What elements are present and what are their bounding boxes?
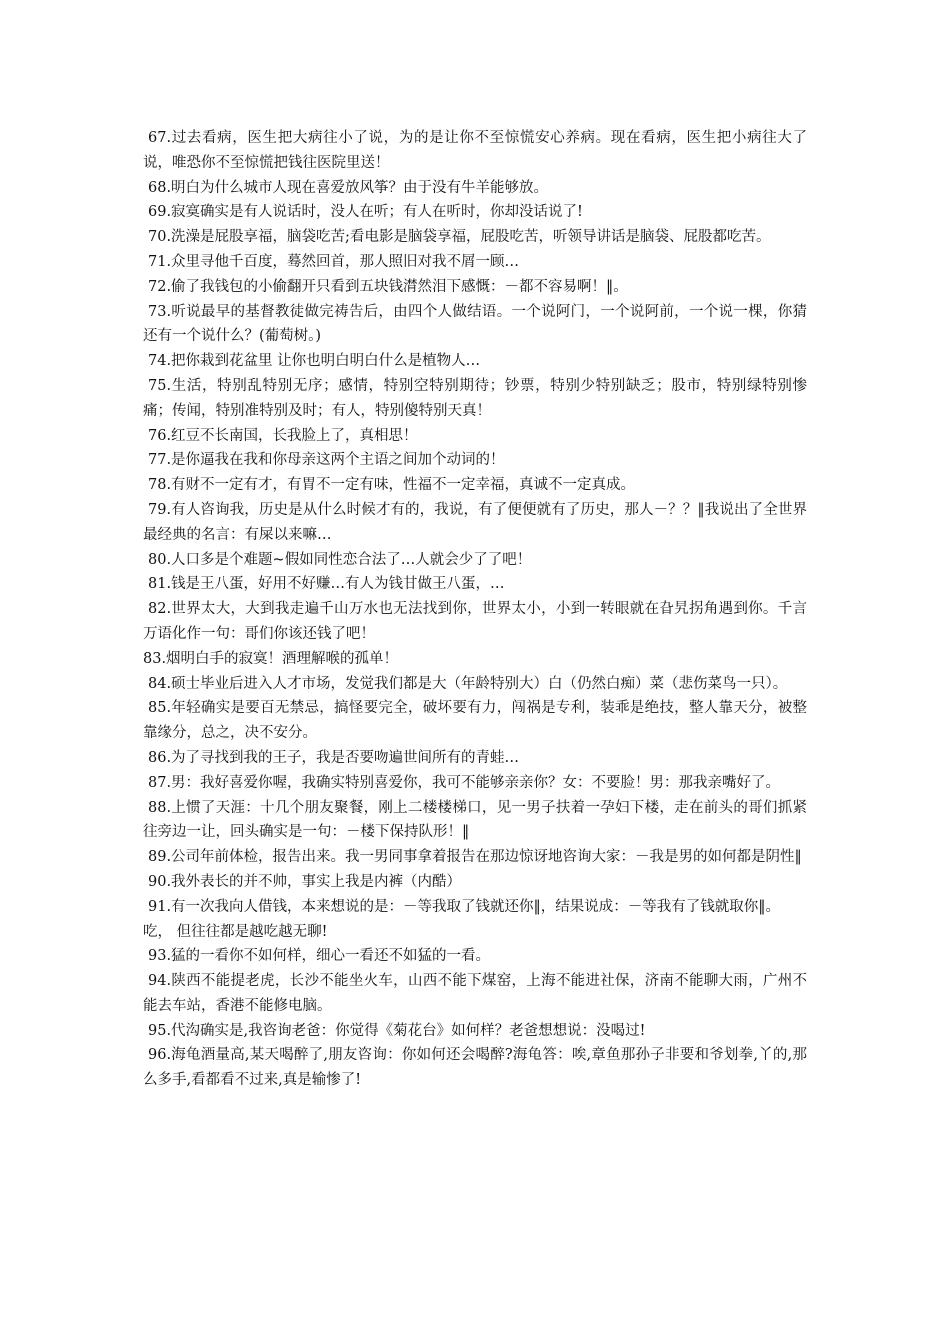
paragraph: 84.硕士毕业后进入人才市场，发觉我们都是大（年龄特别大）白（仍然白痴）菜（悲伤菜鸟一只）。	[148, 675, 788, 692]
paragraph: 68.明白为什么城市人现在喜爱放风筝？由于没有牛羊能够放。	[148, 179, 549, 196]
paragraph: 87.男：我好喜爱你喔，我确实特别喜爱你，我可不能够亲亲你？女：不要脸！男：那我亲嘴好了。	[148, 774, 781, 791]
paragraph: 96.海龟酒量高,某天喝醉了,朋友咨询：你如何还会喝醉?海龟答：唉,章鱼那孙子非要和爷划拳,丫的,那么多手,看都看不过来,真是输惨了!	[143, 1047, 807, 1089]
paragraph: 95.代沟确实是,我咨询老爸：你觉得《菊花台》如何样？老爸想想说：没喝过!	[148, 1022, 646, 1039]
paragraph: 71.众里寻他千百度，蓦然回首，那人照旧对我不屑一顾…	[148, 253, 520, 270]
paragraph: 吃， 但往往都是越吃越无聊!	[143, 923, 328, 940]
paragraph: 76.红豆不长南国，长我脸上了，真相思！	[148, 427, 418, 444]
paragraph: 67.过去看病，医生把大病往小了说，为的是让你不至惊慌安心养病。现在看病，医生把小病往大了说，唯恐你不至惊慌把钱往医院里送！	[143, 130, 807, 171]
paragraph: 85.年轻确实是要百无禁忌，搞怪要完全，破坏要有力，闯祸是专利，装乖是绝技，整人靠天分，被整靠缘分，总之，决不安分。	[143, 700, 807, 742]
paragraph: 88.上惯了天涯：十几个朋友聚餐，刚上二楼楼梯口，见一男子扶着一孕妇下楼，走在前头的哥们抓紧往旁边一让，回头确实是一句：－楼下保持队形！‖	[143, 799, 807, 841]
paragraph: 72.偷了我钱包的小偷翻开只看到五块钱潸然泪下感慨：－都不容易啊！‖。	[148, 278, 628, 295]
paragraph: 81.钱是王八蛋，好用不好赚…有人为钱甘做王八蛋，…	[148, 576, 505, 593]
paragraph: 75.生活，特别乱特别无序；感情，特别空特别期待；钞票，特别少特别缺乏；股市，特别绿特别惨痛；传闻，特别准特别及时；有人，特别傻特别天真！	[143, 377, 807, 419]
paragraph: 74.把你栽到花盆里 让你也明白明白什么是植物人…	[148, 353, 481, 370]
paragraph: 79.有人咨询我，历史是从什么时候才有的，我说，有了便便就有了历史，那人－？？‖我说出了全世界最经典的名言：有屎以来嘛…	[143, 501, 807, 543]
paragraph: 90.我外表长的并不帅，事实上我是内裤（内酷）	[148, 873, 462, 890]
paragraph: 83.烟明白手的寂寞！酒理解喉的孤单！	[143, 650, 399, 667]
paragraph: 89.公司年前体检，报告出来。我一男同事拿着报告在那边惊讶地咨询大家：－我是男的如何都是阴性‖	[148, 849, 802, 866]
document-body	[143, 126, 807, 1093]
paragraph: 69.寂寞确实是有人说话时，没人在听；有人在听时，你却没话说了!	[148, 204, 583, 221]
paragraph: 93.猛的一看你不如何样，细心一看还不如猛的一看。	[148, 948, 491, 965]
paragraph: 82.世界太大，大到我走遍千山万水也无法找到你，世界太小，小到一转眼就在旮旯拐角遇到你。千言万语化作一句：哥们你该还钱了吧！	[143, 601, 807, 642]
paragraph: 73.听说最早的基督教徒做完祷告后，由四个人做结语。一个说阿门，一个说阿前，一个说一棵，你猜还有一个说什么？(葡萄树。)	[143, 303, 807, 345]
paragraph: 77.是你逼我在我和你母亲这两个主语之间加个动词的！	[148, 452, 505, 469]
paragraph: 70.洗澡是屁股享福，脑袋吃苦;看电影是脑袋享福，屁股吃苦，听领导讲话是脑袋、屁股都吃苦。	[148, 229, 771, 246]
paragraph: 80.人口多是个难题~假如同性恋合法了…人就会少了了吧！	[148, 551, 532, 568]
paragraph: 91.有一次我向人借钱，本来想说的是：－等我取了钱就还你‖，结果说成：－等我有了钱就取你‖。	[148, 898, 781, 915]
paragraph: 78.有财不一定有才，有胃不一定有味，性福不一定幸福，真诚不一定真成。	[148, 477, 636, 494]
paragraph: 86.为了寻找到我的王子，我是否要吻遍世间所有的青蛙…	[148, 749, 520, 766]
paragraph: 94.陕西不能提老虎，长沙不能坐火车，山西不能下煤窑，上海不能进社保，济南不能聊大雨，广州不能去车站，香港不能修电脑。	[143, 973, 807, 1014]
